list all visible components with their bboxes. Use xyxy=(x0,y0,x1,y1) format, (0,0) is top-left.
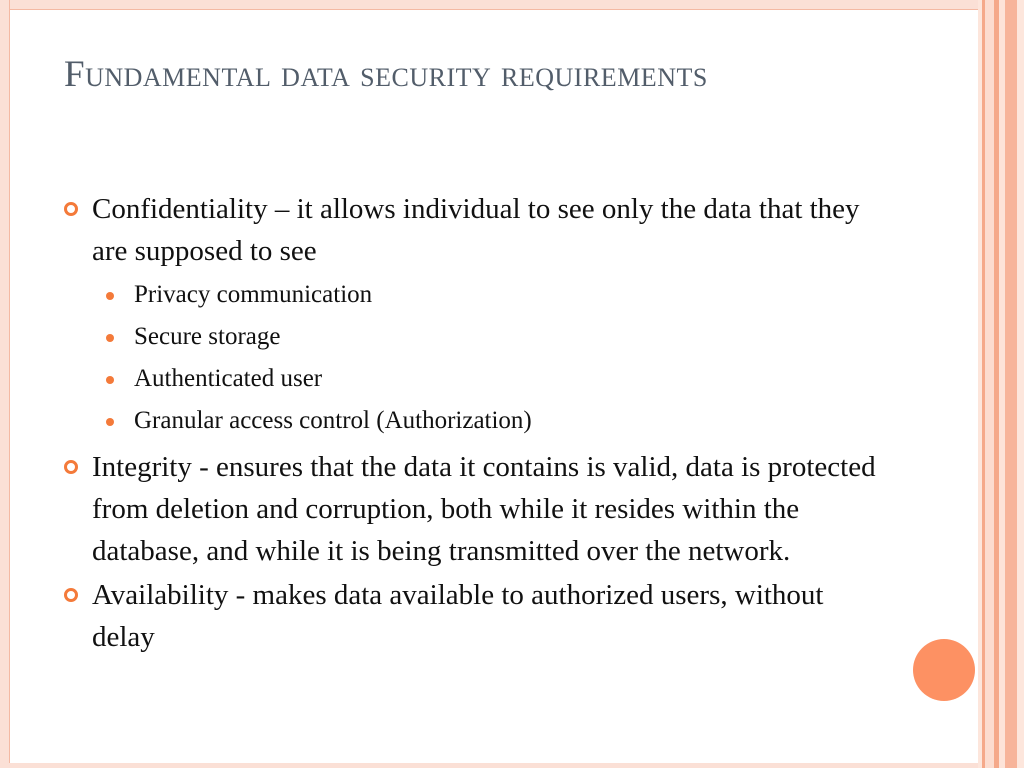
dot-bullet-icon xyxy=(106,376,114,384)
sub-bullet-text: Granular access control (Authorization) xyxy=(134,407,532,434)
dot-bullet-icon xyxy=(106,334,114,342)
bullet-confidentiality xyxy=(62,188,892,272)
sub-bullet xyxy=(62,316,892,358)
decorative-stripes xyxy=(978,0,1024,768)
bullet-text: Availability - makes data available to authorized users, without delay xyxy=(92,579,824,653)
bullet-text: Integrity - ensures that the data it contains is valid, data is protected from deletion and corruption, both while it resides within the database, and while it is being transmitted over the network. xyxy=(92,451,876,567)
sub-bullet-text: Privacy communication xyxy=(134,281,373,308)
sub-bullet xyxy=(62,274,892,316)
slide-title: Fundamental data security requirements xyxy=(64,54,708,95)
dot-bullet-icon xyxy=(106,418,114,426)
sub-bullet xyxy=(62,400,892,442)
bullet-availability xyxy=(62,574,892,658)
ring-bullet-icon xyxy=(64,460,78,474)
sub-bullet-text: Secure storage xyxy=(134,323,281,350)
ring-bullet-icon xyxy=(64,588,78,602)
sub-bullet xyxy=(62,358,892,400)
sub-bullet-text: Authenticated user xyxy=(134,365,323,392)
decorative-circle xyxy=(913,639,975,701)
frame-top-border xyxy=(0,0,1024,10)
bullet-integrity xyxy=(62,446,892,572)
dot-bullet-icon xyxy=(106,292,114,300)
frame-bottom-border xyxy=(0,763,1024,768)
frame-left-border xyxy=(0,0,10,768)
sub-bullet-list xyxy=(62,274,892,442)
slide-content xyxy=(62,188,892,660)
bullet-text: Confidentiality – it allows individual to see only the data that they are supposed to see xyxy=(92,193,860,267)
ring-bullet-icon xyxy=(64,202,78,216)
